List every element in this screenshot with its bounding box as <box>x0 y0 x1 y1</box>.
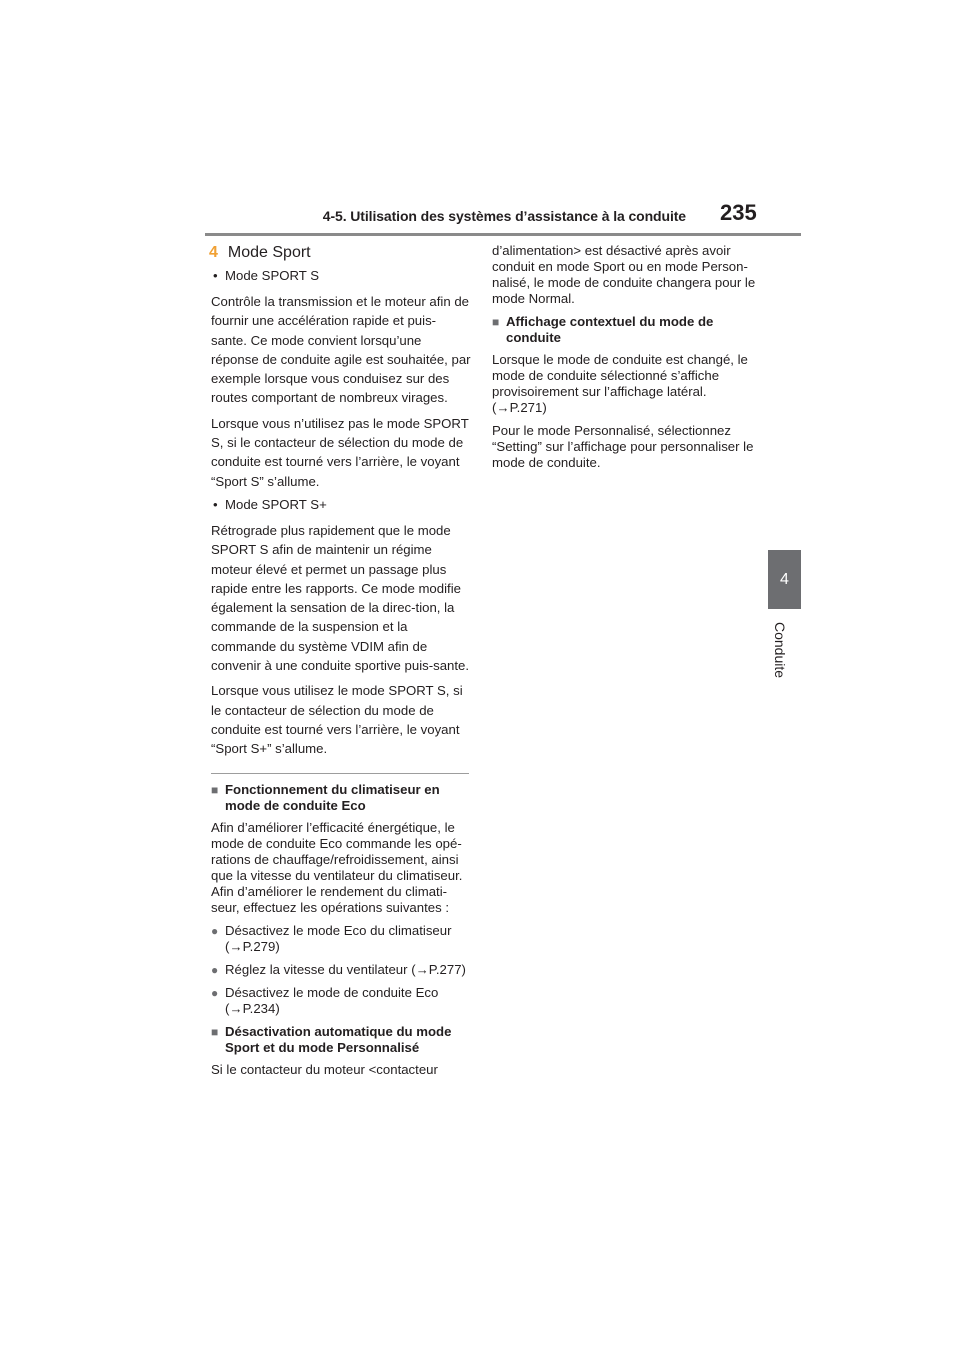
context-display-heading <box>492 314 758 346</box>
header-rule <box>205 233 801 236</box>
paragraph: Contrôle la transmission et le moteur afin de fournir une accélération rapide et puis-sante. Ce mode convient lorsqu’une réponse de conduite agile est souhaitée, par exemple lorsque vous conduisez sur des routes comportant de nombreux virages. <box>211 294 471 406</box>
list-item-text: Désactivez le mode de conduite Eco (→P.234) <box>225 984 439 1016</box>
square-bullet-icon: ■ <box>211 1024 219 1039</box>
ctx-heading-text: Affichage contextuel du mode de conduite <box>506 314 714 345</box>
left-column <box>211 242 471 1085</box>
auto-deactivation-heading <box>211 1024 471 1056</box>
paragraph: Pour le mode Personnalisé, sélectionnez “Setting” sur l’affichage pour personnaliser le mode de conduite. <box>492 423 754 470</box>
chapter-tab: 4 <box>768 550 801 609</box>
heading-text: Mode Sport <box>227 244 311 261</box>
chapter-label <box>760 612 800 692</box>
paragraph: Rétrograde plus rapidement que le mode SPORT S afin de maintenir un régime moteur élevé et permet un passage plus rapide entre les rapports. Ce mode modifie également la sensation de la direc-tion, la commande de la suspension et la commande du système VDIM afin de convenir à une conduite sportive puis-sante. <box>211 522 470 674</box>
paragraph: d’alimentation> est désactivé après avoir conduit en mode Sport ou en mode Person-nalisé, le mode de conduite changera pour le mode Normal. <box>492 243 756 306</box>
bullet-text: Mode SPORT S+ <box>225 496 327 512</box>
paragraph: Lorsque vous n’utilisez pas le mode SPORT S, si le contacteur de sélection du mode de conduite est tourné vers l’arrière, le voyant “Sport S” s’allume. <box>211 415 469 489</box>
square-bullet-icon: ■ <box>211 782 219 797</box>
circle-bullet-icon: ● <box>211 923 219 938</box>
circle-bullet-icon: ● <box>211 962 219 977</box>
list-item-text: Réglez la vitesse du ventilateur (→P.277) <box>225 961 466 977</box>
list-item-text: Désactivez le mode Eco du climatiseur (→P.279) <box>225 922 452 954</box>
circle-list-item <box>211 985 471 1017</box>
bullet-sport-s-plus <box>213 497 471 513</box>
bullet-dot: • <box>213 496 218 512</box>
paragraph: Si le contacteur du moteur <contacteur <box>211 1061 438 1077</box>
clim-heading <box>211 782 471 814</box>
section-separator <box>211 773 469 774</box>
auto-heading-text: Désactivation automatique du mode Sport et du mode Personnalisé <box>225 1023 452 1055</box>
clim-heading-text: Fonctionnement du climatiseur en mode de conduite Eco <box>225 781 440 813</box>
circle-list-item <box>211 962 471 978</box>
paragraph: Lorsque le mode de conduite est changé, le mode de conduite sélectionné s’affiche provisoirement sur l’affichage latéral. (→P.271) <box>492 352 748 415</box>
bullet-text: Mode SPORT S <box>225 268 320 283</box>
page-number: 235 <box>720 200 757 225</box>
section-title: 4-5. Utilisation des systèmes d’assistance à la conduite <box>322 208 686 224</box>
circle-list-item <box>211 923 471 955</box>
heading-number: 4 <box>209 244 218 261</box>
paragraph: Lorsque vous utilisez le mode SPORT S, si le contacteur de sélection du mode de conduite est tourné vers l’arrière, le voyant “Sport S+” s’allume. <box>211 683 463 757</box>
square-bullet-icon: ■ <box>492 315 500 329</box>
chapter-label-text: Conduite <box>772 621 788 679</box>
paragraph: Afin d’améliorer l’efficacité énergétique, le mode de conduite Eco commande les opé-rations de chauffage/refroidissement, ainsi que la vitesse du ventilateur du climatiseur. Afin d’améliorer le rendement du climati-seur, effectuez les opérations suivantes : <box>211 819 463 915</box>
bullet-dot: • <box>213 268 218 283</box>
mode-sport-heading <box>209 242 471 264</box>
bullet-sport-s <box>213 268 471 284</box>
circle-bullet-icon: ● <box>211 985 219 1000</box>
right-column <box>492 243 758 478</box>
